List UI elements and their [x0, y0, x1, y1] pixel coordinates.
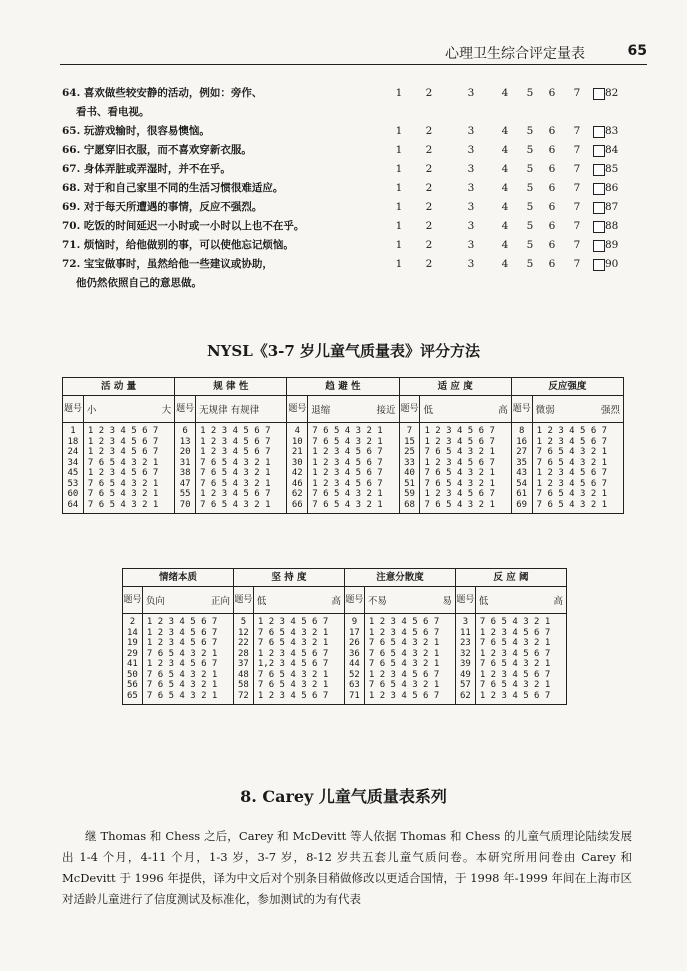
- item-number-header: 题号: [123, 587, 143, 614]
- scale-option[interactable]: 3: [467, 201, 475, 213]
- questionnaire-item: [62, 217, 642, 236]
- scoring-values: 1 2 3 4 5 6 7 1 2 3 4 5 6 7 7 6 5 4 3 2 1 7 6 5 4 3 2 1 7 6 5 4 3 2 1 1 2 3 4 5 6 7 7 6 5 4 3 2 1 1 2 3 4 5 6 7: [364, 614, 455, 705]
- questionnaire-item: [62, 236, 642, 255]
- item-numbers: 1 18 24 34 45 53 60 64: [63, 423, 84, 514]
- scoring-values: 1 2 3 4 5 6 7 7 6 5 4 3 2 1 7 6 5 4 3 2 1 1 2 3 4 5 6 7 1,2 3 4 5 6 7 7 6 5 4 3 2 1 7 6 5 4 3 2 1 1 2 3 4 5 6 7: [253, 614, 344, 705]
- item-text-continued: 他仍然依照自己的意思做。: [76, 277, 202, 289]
- dimension-header: 适 应 度: [399, 378, 511, 396]
- scoring-table-1: [62, 377, 624, 514]
- scale-option[interactable]: 2: [425, 87, 433, 99]
- scale-direction-header: [364, 587, 455, 614]
- scale-option[interactable]: 5: [526, 125, 534, 137]
- scoring-values: 1 2 3 4 5 6 7 1 2 3 4 5 6 7 1 2 3 4 5 6 7 7 6 5 4 3 2 1 1 2 3 4 5 6 7 7 6 5 4 3 2 1 7 6 5 4 3 2 1 7 6 5 4 3 2 1: [142, 614, 233, 705]
- scale-option[interactable]: 4: [501, 258, 509, 270]
- scale-direction-header: [532, 396, 623, 423]
- scale-low-label: 微弱: [535, 405, 555, 416]
- scale-option[interactable]: 5: [526, 220, 534, 232]
- scale-option[interactable]: 4: [501, 163, 509, 175]
- questionnaire-item: [62, 122, 642, 141]
- scale-option[interactable]: 5: [526, 258, 534, 270]
- item-text: 67. 身体弄脏或弄湿时，并不在乎。: [62, 163, 231, 175]
- item-text: 64. 喜欢做些较安静的活动，例如：旁作、: [62, 87, 263, 99]
- scale-option[interactable]: 4: [501, 87, 509, 99]
- item-code: 83: [605, 125, 619, 137]
- scale-option[interactable]: 6: [548, 163, 556, 175]
- item-text: 66. 宁愿穿旧衣服，而不喜欢穿新衣服。: [62, 144, 252, 156]
- scale-option[interactable]: 6: [548, 201, 556, 213]
- scale-option[interactable]: 5: [526, 163, 534, 175]
- scale-option[interactable]: 1: [395, 144, 403, 156]
- scoring-table-2: [122, 568, 567, 705]
- item-number-header: 题号: [287, 396, 308, 423]
- item-code: 82: [605, 87, 619, 99]
- item-number-header: 题号: [511, 396, 532, 423]
- scoring-values: 1 2 3 4 5 6 7 1 2 3 4 5 6 7 1 2 3 4 5 6 7 7 6 5 4 3 2 1 7 6 5 4 3 2 1 7 6 5 4 3 2 1 1 2 3 4 5 6 7 7 6 5 4 3 2 1: [196, 423, 287, 514]
- scale-low-label: 低: [423, 405, 433, 416]
- answer-checkbox[interactable]: [593, 240, 605, 252]
- answer-checkbox[interactable]: [593, 202, 605, 214]
- scale-option[interactable]: 3: [467, 220, 475, 232]
- answer-checkbox[interactable]: [593, 221, 605, 233]
- scale-option[interactable]: 5: [526, 201, 534, 213]
- scale-option[interactable]: 6: [548, 220, 556, 232]
- scale-option[interactable]: 1: [395, 87, 403, 99]
- scale-option[interactable]: 6: [548, 87, 556, 99]
- item-text-continued: 看书、看电视。: [76, 106, 150, 118]
- scale-option[interactable]: 4: [501, 239, 509, 251]
- scale-option[interactable]: 2: [425, 182, 433, 194]
- scale-option[interactable]: 4: [501, 125, 509, 137]
- item-numbers: 8 16 27 35 43 54 61 69: [511, 423, 532, 514]
- scale-option[interactable]: 3: [467, 163, 475, 175]
- item-number-header: 题号: [175, 396, 196, 423]
- scoring-values: 1 2 3 4 5 6 7 1 2 3 4 5 6 7 7 6 5 4 3 2 1 1 2 3 4 5 6 7 7 6 5 4 3 2 1 7 6 5 4 3 2 1 1 2 3 4 5 6 7 7 6 5 4 3 2 1: [420, 423, 511, 514]
- item-number-header: 题号: [233, 587, 253, 614]
- questionnaire-items: [62, 84, 642, 293]
- scale-option[interactable]: 1: [395, 220, 403, 232]
- dimension-header: 坚 持 度: [233, 569, 344, 587]
- scale-option[interactable]: 7: [573, 163, 581, 175]
- scale-option[interactable]: 3: [467, 87, 475, 99]
- scale-option[interactable]: 5: [526, 87, 534, 99]
- table-title: NYSL《3-7 岁儿童气质量表》评分方法: [206, 342, 481, 360]
- item-code: 90: [605, 258, 619, 270]
- scale-option[interactable]: 1: [395, 201, 403, 213]
- scoring-values: 7 6 5 4 3 2 1 7 6 5 4 3 2 1 1 2 3 4 5 6 7 1 2 3 4 5 6 7 1 2 3 4 5 6 7 1 2 3 4 5 6 7 7 6 5 4 3 2 1 7 6 5 4 3 2 1: [308, 423, 399, 514]
- questionnaire-item: [62, 198, 642, 217]
- scale-option[interactable]: 2: [425, 220, 433, 232]
- questionnaire-item-continuation: [62, 103, 642, 122]
- scale-option[interactable]: 7: [573, 144, 581, 156]
- scale-option[interactable]: 4: [501, 201, 509, 213]
- scale-direction-header: [253, 587, 344, 614]
- scale-high-label: 高: [553, 596, 563, 607]
- answer-checkbox[interactable]: [593, 183, 605, 195]
- item-numbers: 3 11 23 32 39 49 57 62: [455, 614, 475, 705]
- scale-low-label: 退缩: [311, 405, 331, 416]
- answer-checkbox[interactable]: [593, 88, 605, 100]
- dimension-header: 活 动 量: [63, 378, 175, 396]
- answer-checkbox[interactable]: [593, 164, 605, 176]
- scale-low-label: 无规律 有规律: [199, 405, 260, 416]
- scale-direction-header: [308, 396, 399, 423]
- scale-option[interactable]: 4: [501, 182, 509, 194]
- scale-high-label: 接近: [376, 405, 396, 416]
- item-text: 71. 烦恼时，给他做别的事，可以使他忘记烦恼。: [62, 239, 294, 251]
- scale-low-label: 不易: [367, 596, 387, 607]
- answer-checkbox[interactable]: [593, 126, 605, 138]
- scoring-values: 7 6 5 4 3 2 1 1 2 3 4 5 6 7 7 6 5 4 3 2 1 1 2 3 4 5 6 7 7 6 5 4 3 2 1 1 2 3 4 5 6 7 7 6 5 4 3 2 1 1 2 3 4 5 6 7: [475, 614, 566, 705]
- scale-direction-header: [196, 396, 287, 423]
- item-code: 88: [605, 220, 619, 232]
- item-code: 87: [605, 201, 619, 213]
- item-text: 72. 宝宝做事时，虽然给他一些建议或协助，: [62, 258, 273, 270]
- scoring-values: 1 2 3 4 5 6 7 1 2 3 4 5 6 7 1 2 3 4 5 6 7 7 6 5 4 3 2 1 1 2 3 4 5 6 7 7 6 5 4 3 2 1 7 6 5 4 3 2 1 7 6 5 4 3 2 1: [83, 423, 174, 514]
- page-number: 65: [627, 43, 647, 59]
- scale-option[interactable]: 7: [573, 87, 581, 99]
- scale-option[interactable]: 1: [395, 258, 403, 270]
- dimension-header: 趋 避 性: [287, 378, 399, 396]
- scale-option[interactable]: 7: [573, 182, 581, 194]
- scale-option[interactable]: 7: [573, 125, 581, 137]
- scale-option[interactable]: 4: [501, 220, 509, 232]
- scale-option[interactable]: 4: [501, 144, 509, 156]
- dimension-header: 反应强度: [511, 378, 623, 396]
- item-text: 69. 对于每天所遭遇的事情，反应不强烈。: [62, 201, 263, 213]
- item-numbers: 9 17 26 36 44 52 63 71: [344, 614, 364, 705]
- item-code: 84: [605, 144, 619, 156]
- scale-option[interactable]: 7: [573, 220, 581, 232]
- scale-high-label: 高: [498, 405, 508, 416]
- scale-option[interactable]: 2: [425, 125, 433, 137]
- scale-direction-header: [475, 587, 566, 614]
- scale-option[interactable]: 7: [573, 201, 581, 213]
- item-code: 89: [605, 239, 619, 251]
- scale-option[interactable]: 3: [467, 182, 475, 194]
- item-code: 86: [605, 182, 619, 194]
- scale-low-label: 低: [478, 596, 489, 607]
- page-header: [60, 40, 647, 65]
- questionnaire-item: [62, 160, 642, 179]
- dimension-header: 注意分散度: [344, 569, 455, 587]
- item-numbers: 4 10 21 30 42 46 62 66: [287, 423, 308, 514]
- questionnaire-item-continuation: [62, 274, 642, 293]
- item-text: 68. 对于和自己家里不同的生活习惯很难适应。: [62, 182, 284, 194]
- item-numbers: 6 13 20 31 38 47 55 70: [175, 423, 196, 514]
- questionnaire-item: [62, 141, 642, 160]
- dimension-header: 情绪本质: [123, 569, 234, 587]
- scale-option[interactable]: 6: [548, 182, 556, 194]
- scale-option[interactable]: 3: [467, 258, 475, 270]
- questionnaire-item: [62, 255, 642, 274]
- section-title: 8. Carey 儿童气质量表系列: [240, 787, 447, 806]
- scale-option[interactable]: 6: [548, 239, 556, 251]
- scale-high-label: 强烈: [600, 405, 620, 416]
- running-title: 心理卫生综合评定量表: [445, 46, 585, 62]
- scoring-values: 1 2 3 4 5 6 7 1 2 3 4 5 6 7 7 6 5 4 3 2 1 7 6 5 4 3 2 1 1 2 3 4 5 6 7 1 2 3 4 5 6 7 7 6 5 4 3 2 1 7 6 5 4 3 2 1: [532, 423, 623, 514]
- questionnaire-item: [62, 84, 642, 103]
- scale-option[interactable]: 3: [467, 125, 475, 137]
- scale-direction-header: [83, 396, 174, 423]
- item-numbers: 5 12 22 28 37 48 58 72: [233, 614, 253, 705]
- scale-option[interactable]: 6: [548, 258, 556, 270]
- scale-high-label: 易: [442, 596, 452, 607]
- scale-option[interactable]: 1: [395, 239, 403, 251]
- item-number-header: 题号: [399, 396, 420, 423]
- item-text: 70. 吃饭的时间延迟一小时或一小时以上也不在乎。: [62, 220, 305, 232]
- scale-option[interactable]: 5: [526, 239, 534, 251]
- item-numbers: 2 14 19 29 41 50 56 65: [123, 614, 143, 705]
- scale-high-label: 正向: [210, 596, 230, 607]
- scale-option[interactable]: 5: [526, 182, 534, 194]
- item-number-header: 题号: [63, 396, 84, 423]
- scale-option[interactable]: 2: [425, 258, 433, 270]
- dimension-header: 反 应 阈: [455, 569, 566, 587]
- scale-low-label: 负向: [145, 596, 165, 607]
- scale-low-label: 低: [256, 596, 267, 607]
- item-code: 85: [605, 163, 619, 175]
- scale-option[interactable]: 2: [425, 144, 433, 156]
- scale-direction-header: [420, 396, 511, 423]
- body-paragraph: 继 Thomas 和 Chess 之后，Carey 和 McDevitt 等人依据 Thomas 和 Chess 的儿童气质理论陆续发展出 1-4 个月，4-11 个月，1-3 岁，3-7 岁，8-12 岁共五套儿童气质问卷。本研究所用问卷由 Carey 和 McDevitt 于 1996 年提供，译为中文后对个别条目稍做修改以更适合国情，于 1998 年-1999 年间在上海市区对适龄儿童进行了信度测试及标准化，参加测试的为有代表: [62, 829, 632, 906]
- scale-option[interactable]: 2: [425, 163, 433, 175]
- scale-option[interactable]: 7: [573, 258, 581, 270]
- scale-option[interactable]: 3: [467, 239, 475, 251]
- item-numbers: 7 15 25 33 40 51 59 68: [399, 423, 420, 514]
- scale-option[interactable]: 6: [548, 125, 556, 137]
- scale-option[interactable]: 3: [467, 144, 475, 156]
- scale-option[interactable]: 1: [395, 163, 403, 175]
- item-number-header: 题号: [344, 587, 364, 614]
- scale-option[interactable]: 2: [425, 201, 433, 213]
- scale-low-label: 小: [86, 405, 97, 416]
- answer-checkbox[interactable]: [593, 145, 605, 157]
- scale-high-label: 高: [331, 596, 341, 607]
- scale-option[interactable]: 6: [548, 144, 556, 156]
- dimension-header: 规 律 性: [175, 378, 287, 396]
- scale-direction-header: [142, 587, 233, 614]
- questionnaire-item: [62, 179, 642, 198]
- scale-option[interactable]: 5: [526, 144, 534, 156]
- scale-high-label: 大: [161, 405, 172, 416]
- item-number-header: 题号: [455, 587, 475, 614]
- item-text: 65. 玩游戏输时，很容易懊恼。: [62, 125, 210, 137]
- scale-option[interactable]: 7: [573, 239, 581, 251]
- scale-option[interactable]: 2: [425, 239, 433, 251]
- scale-option[interactable]: 1: [395, 125, 403, 137]
- answer-checkbox[interactable]: [593, 259, 605, 271]
- scale-option[interactable]: 1: [395, 182, 403, 194]
